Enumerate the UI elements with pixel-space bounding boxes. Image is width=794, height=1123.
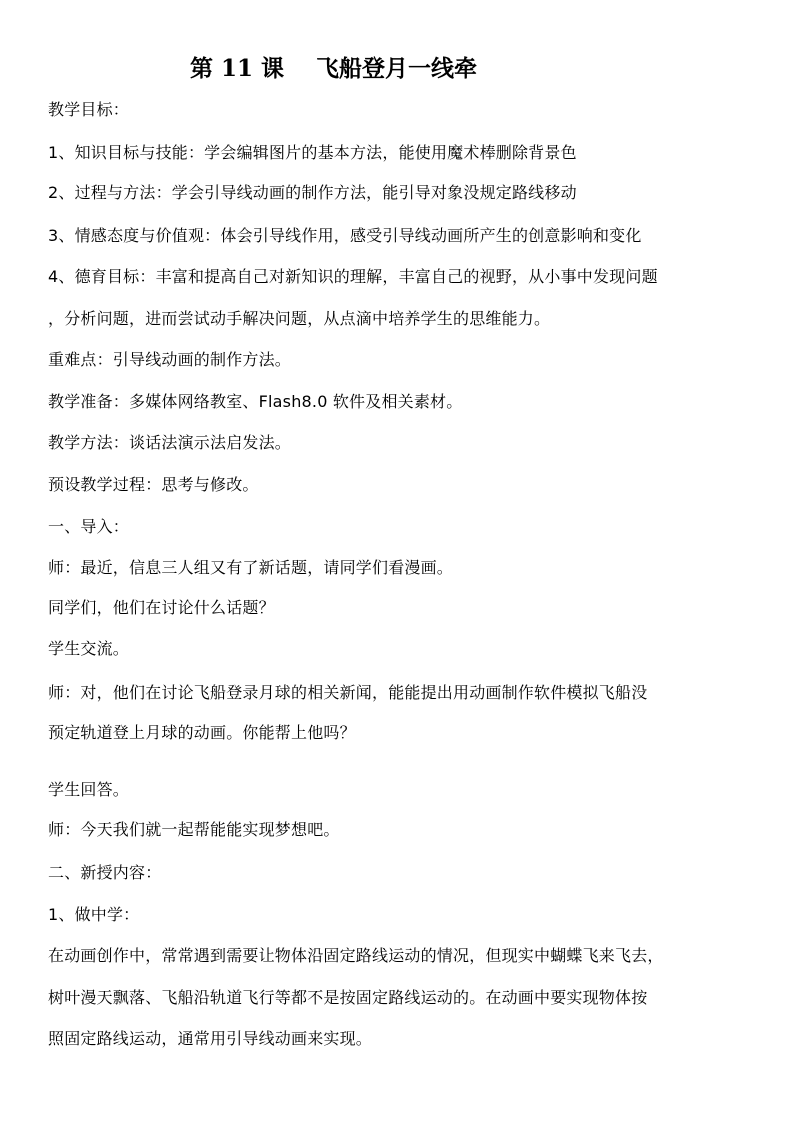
paragraph-line: 树叶漫天飘落、飞船沿轨道飞行等都不是按固定路线运动的。在动画中要实现物体按 [48, 988, 648, 1007]
section-introduction: 一、导入： [48, 517, 130, 536]
section-new-content: 二、新授内容： [48, 863, 162, 882]
teaching-process: 预设教学过程：思考与修改。 [48, 475, 259, 494]
page-title: 第 11 课 飞船登月一线牵 [190, 55, 478, 82]
teaching-preparation: 教学准备：多媒体网络教室、Flash8.0 软件及相关素材。 [48, 392, 463, 411]
paragraph-line: 预定轨道登上月球的动画。你能帮上他吗？ [48, 723, 356, 742]
goal-item-3: 3、情感态度与价值观：体会引导线作用，感受引导线动画所产生的创意影响和变化 [48, 226, 642, 245]
teaching-method: 教学方法：谈话法演示法启发法。 [48, 433, 292, 452]
key-difficulty: 重难点：引导线动画的制作方法。 [48, 350, 292, 369]
paragraph-line: 在动画创作中，常常遇到需要让物体沿固定路线运动的情况，但现实中蝴蝶飞来飞去， [48, 946, 664, 965]
goal-item-2: 2、过程与方法：学会引导线动画的制作方法，能引导对象没规定路线移动 [48, 183, 577, 202]
goal-item-1: 1、知识目标与技能：学会编辑图片的基本方法，能使用魔术棒删除背景色 [48, 143, 577, 162]
goal-item-4-continued: ，分析问题，进而尝试动手解决问题，从点滴中培养学生的思维能力。 [48, 309, 551, 328]
subsection-learn-by-doing: 1、做中学： [48, 905, 140, 924]
paragraph-line: 师：今天我们就一起帮能能实现梦想吧。 [48, 820, 340, 839]
goal-item-4: 4、德育目标：丰富和提高自己对新知识的理解，丰富自己的视野，从小事中发现问题 [48, 267, 658, 286]
paragraph-line: 学生交流。 [48, 639, 130, 658]
paragraph-line: 师：最近，信息三人组又有了新话题，请同学们看漫画。 [48, 558, 454, 577]
paragraph-line: 师：对，他们在讨论飞船登录月球的相关新闻，能能提出用动画制作软件模拟飞船没 [48, 683, 648, 702]
paragraph-line: 同学们，他们在讨论什么话题？ [48, 598, 275, 617]
heading-teaching-goals: 教学目标： [48, 100, 130, 119]
paragraph-line: 学生回答。 [48, 780, 130, 799]
paragraph-line: 照固定路线运动，通常用引导线动画来实现。 [48, 1029, 373, 1048]
